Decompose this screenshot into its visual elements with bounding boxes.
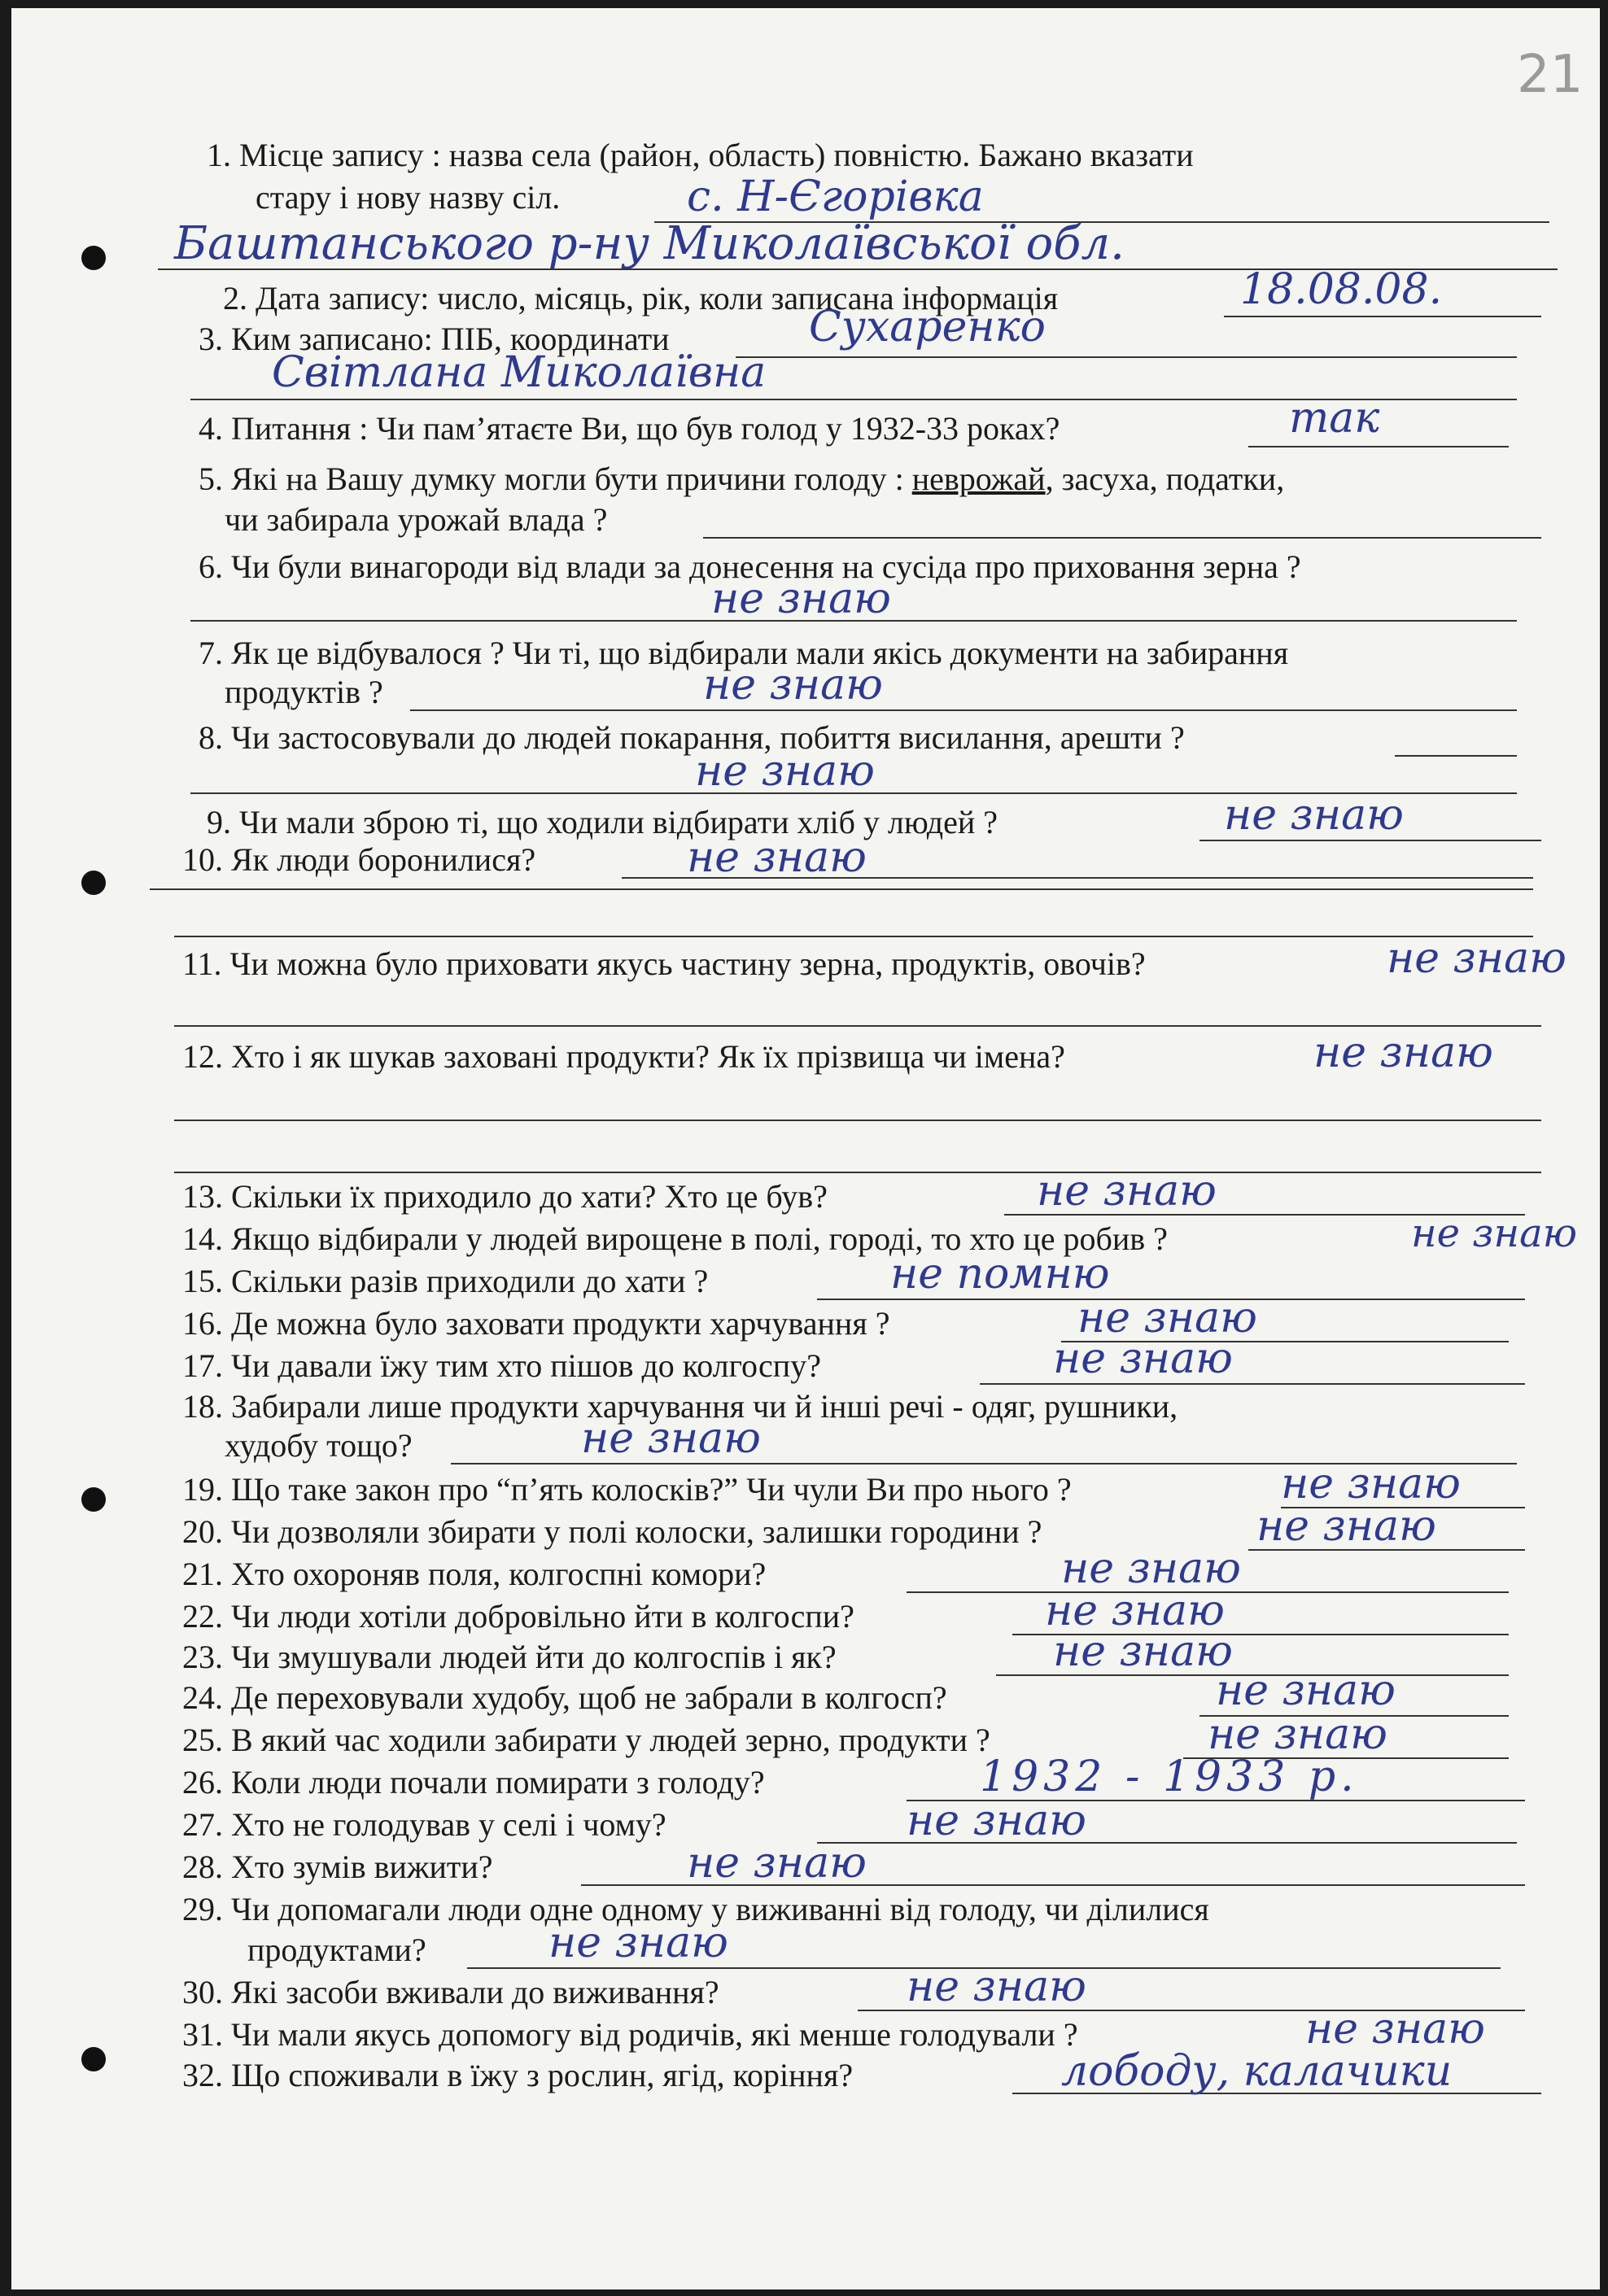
question-number: 16. <box>182 1305 223 1342</box>
question-text: Де можна було заховати продукти харчування ? <box>231 1305 890 1342</box>
question-text: Чи змушували людей йти до колгоспів і як? <box>231 1639 837 1675</box>
answer-11: не знаю <box>1387 934 1566 983</box>
question-13 <box>182 1178 828 1216</box>
punch-hole <box>81 246 106 270</box>
answer-8: не знаю <box>695 747 875 796</box>
answer-19: не знаю <box>1281 1460 1461 1508</box>
answer-22: не знаю <box>1045 1587 1225 1635</box>
question-text: Які на Вашу думку могли бути причини голоду : <box>231 461 904 497</box>
answer-1-village: с. Н-Єгорівка <box>687 172 984 221</box>
answer-line <box>174 936 1533 937</box>
question-text: Місце запису : назва села (район, область) повністю. Бажано вказати <box>239 137 1194 173</box>
question-21 <box>182 1556 766 1593</box>
question-text: Якщо відбирали у людей вирощене в полі, городі, то хто це робив ? <box>231 1220 1168 1257</box>
question-number: 18. <box>182 1388 223 1425</box>
question-text: Хто зумів вижити? <box>231 1849 493 1885</box>
question-text: Чи люди хотіли добровільно йти в колгоспи? <box>231 1598 854 1635</box>
question-text: Чи допомагали люди одне одному у виживанні від голоду, чи ділилися <box>231 1891 1209 1927</box>
question-number: 25. <box>182 1722 223 1758</box>
question-text: продуктів ? <box>225 674 383 710</box>
question-text: Як люди боронилися? <box>231 841 536 878</box>
answer-line <box>736 356 1517 358</box>
option-crop-failure-selected: неврожай <box>911 461 1046 497</box>
answer-29: не знаю <box>548 1918 728 1967</box>
question-text: Хто не голодував у селі і чому? <box>231 1806 666 1843</box>
question-number: 15. <box>182 1263 223 1299</box>
question-1 <box>207 137 1194 174</box>
question-17 <box>182 1347 821 1385</box>
question-text: продуктами? <box>247 1932 426 1968</box>
question-number: 14. <box>182 1220 223 1257</box>
question-19 <box>182 1471 1072 1508</box>
question-number: 32. <box>182 2057 223 2093</box>
question-text: Чи мали зброю ті, що ходили відбирати хліб у людей ? <box>239 804 998 840</box>
question-number: 7. <box>199 635 223 671</box>
question-27 <box>182 1806 666 1844</box>
question-text: Забирали лише продукти харчування чи й інші речі - одяг, рушники, <box>231 1388 1178 1425</box>
question-text: Чи мали якусь допомогу від родичів, які менше голодували ? <box>231 2016 1078 2053</box>
question-number: 8. <box>199 719 223 756</box>
question-number: 27. <box>182 1806 223 1843</box>
question-number: 22. <box>182 1598 223 1635</box>
question-number: 20. <box>182 1513 223 1550</box>
answer-6: не знаю <box>711 574 891 623</box>
answer-24: не знаю <box>1216 1666 1396 1715</box>
answer-17: не знаю <box>1053 1334 1233 1383</box>
answer-1-district: Баштанського р-ну Миколаївської обл. <box>174 217 1125 270</box>
question-text: чи забирала урожай влада ? <box>225 501 608 538</box>
question-7-cont <box>225 674 383 711</box>
question-number: 4. <box>199 410 223 447</box>
page-number: 21 <box>1517 45 1584 105</box>
question-32 <box>182 2057 853 2094</box>
question-text: худобу тощо? <box>225 1427 413 1464</box>
answer-line <box>1199 840 1541 841</box>
question-number: 6. <box>199 548 223 585</box>
answer-line <box>703 537 1541 539</box>
question-number: 21. <box>182 1556 223 1592</box>
question-30 <box>182 1974 719 2011</box>
answer-15: не помню <box>890 1250 1110 1299</box>
question-18-cont <box>225 1427 413 1464</box>
question-number: 12. <box>182 1038 223 1075</box>
question-number: 23. <box>182 1639 223 1675</box>
question-8 <box>199 719 1185 757</box>
answer-10: не знаю <box>687 833 867 882</box>
answer-18: не знаю <box>581 1414 761 1463</box>
question-1-cont <box>256 179 560 216</box>
question-text: Ким записано: ПІБ, координати <box>231 321 670 357</box>
answer-32: лободу, калачики <box>1061 2047 1453 2096</box>
answer-line <box>174 1172 1541 1173</box>
question-text: Чи можна було приховати якусь частину зерна, продуктів, овочів? <box>229 945 1146 982</box>
answer-12: не знаю <box>1313 1028 1493 1077</box>
question-10 <box>182 841 535 879</box>
answer-line <box>980 1383 1525 1385</box>
answer-25: не знаю <box>1208 1710 1387 1759</box>
answer-line <box>174 1120 1541 1121</box>
question-5-cont <box>225 501 607 539</box>
question-25 <box>182 1722 990 1759</box>
answer-23: не знаю <box>1053 1627 1233 1676</box>
question-number: 24. <box>182 1679 223 1716</box>
answer-4: так <box>1289 394 1380 443</box>
question-text: Що таке закон про “п’ять колосків?” Чи чули Ви про нього ? <box>231 1471 1072 1508</box>
question-text: Як це відбувалося ? Чи ті, що відбирали мали якісь документи на забирання <box>231 635 1289 671</box>
question-text: Питання : Чи пам’ятаєте Ви, що був голод у 1932-33 роках? <box>231 410 1060 447</box>
answer-9: не знаю <box>1224 791 1404 840</box>
answer-line <box>150 888 1533 890</box>
question-number: 3. <box>199 321 223 357</box>
question-text: Скільки їх приходило до хати? Хто це був? <box>231 1178 828 1215</box>
question-text: Що споживали в їжу з рослин, ягід, коріння? <box>231 2057 854 2093</box>
question-text: Чи давали їжу тим хто пішов до колгоспу? <box>231 1347 821 1384</box>
question-number: 30. <box>182 1974 223 2010</box>
question-number: 9. <box>207 804 231 840</box>
answer-line <box>1248 446 1509 447</box>
question-text: Чи застосовували до людей покарання, побиття висилання, арешти ? <box>231 719 1185 756</box>
question-16 <box>182 1305 890 1342</box>
question-text: Хто охороняв поля, колгоспні комори? <box>231 1556 767 1592</box>
answer-26: 1932 - 1933 р. <box>980 1753 1359 1801</box>
answer-line <box>174 1025 1541 1027</box>
question-text: Які засоби вживали до виживання? <box>231 1974 719 2010</box>
answer-14: не знаю <box>1411 1211 1577 1256</box>
question-20 <box>182 1513 1042 1551</box>
question-text: Де переховували худобу, щоб не забрали в колгосп? <box>231 1679 947 1716</box>
answer-31: не знаю <box>1305 2005 1485 2054</box>
answer-7: не знаю <box>703 661 883 709</box>
answer-line <box>1395 755 1517 757</box>
question-text: Чи дозволяли збирати у полі колоски, залишки городини ? <box>231 1513 1042 1550</box>
question-number: 2. <box>223 280 247 316</box>
question-text: , засуха, податки, <box>1045 461 1285 497</box>
question-22 <box>182 1598 854 1635</box>
question-text: Чи були винагороди від влади за донесення на сусіда про приховання зерна ? <box>231 548 1301 585</box>
question-number: 10. <box>182 841 223 878</box>
question-text: Хто і як шукав заховані продукти? Як їх прізвища чи імена? <box>231 1038 1065 1075</box>
punch-hole <box>81 871 106 895</box>
question-15 <box>182 1263 708 1300</box>
answer-30: не знаю <box>907 1962 1086 2011</box>
question-text: В який час ходили забирати у людей зерно, продукти ? <box>231 1722 990 1758</box>
question-31 <box>182 2016 1078 2054</box>
question-number: 13. <box>182 1178 223 1215</box>
answer-16: не знаю <box>1077 1294 1257 1342</box>
question-number: 5. <box>199 461 223 497</box>
question-text: Коли люди почали помирати з голоду? <box>231 1764 765 1801</box>
question-number: 1. <box>207 137 231 173</box>
question-number: 17. <box>182 1347 223 1384</box>
question-23 <box>182 1639 837 1676</box>
question-11 <box>182 945 1146 983</box>
punch-hole <box>81 1487 106 1512</box>
question-number: 31. <box>182 2016 223 2053</box>
question-29-cont <box>247 1932 426 1969</box>
answer-3-surname: Сухаренко <box>809 303 1046 351</box>
question-24 <box>182 1679 947 1717</box>
answer-27: не знаю <box>907 1796 1086 1845</box>
answer-line <box>410 709 1517 711</box>
question-5 <box>199 461 1284 498</box>
question-number: 26. <box>182 1764 223 1801</box>
questionnaire-page <box>11 8 1600 2289</box>
question-number: 19. <box>182 1471 223 1508</box>
question-number: 11. <box>182 945 222 982</box>
question-number: 29. <box>182 1891 223 1927</box>
question-text: стару і нову назву сіл. <box>256 179 561 216</box>
punch-hole <box>81 2047 106 2071</box>
answer-2: 18.08.08. <box>1240 265 1443 314</box>
question-12 <box>182 1038 1065 1076</box>
question-number: 28. <box>182 1849 223 1885</box>
question-26 <box>182 1764 765 1801</box>
answer-3-names: Світлана Миколаївна <box>272 348 767 397</box>
answer-line <box>1224 316 1541 317</box>
question-text: Дата запису: число, місяць, рік, коли записана інформація <box>256 280 1059 316</box>
question-4 <box>199 410 1060 447</box>
answer-28: не знаю <box>687 1839 867 1888</box>
question-28 <box>182 1849 493 1886</box>
answer-13: не знаю <box>1037 1167 1217 1216</box>
question-9 <box>207 804 998 841</box>
question-text: Скільки разів приходили до хати ? <box>231 1263 709 1299</box>
answer-20: не знаю <box>1256 1502 1436 1551</box>
answer-21: не знаю <box>1061 1544 1241 1593</box>
